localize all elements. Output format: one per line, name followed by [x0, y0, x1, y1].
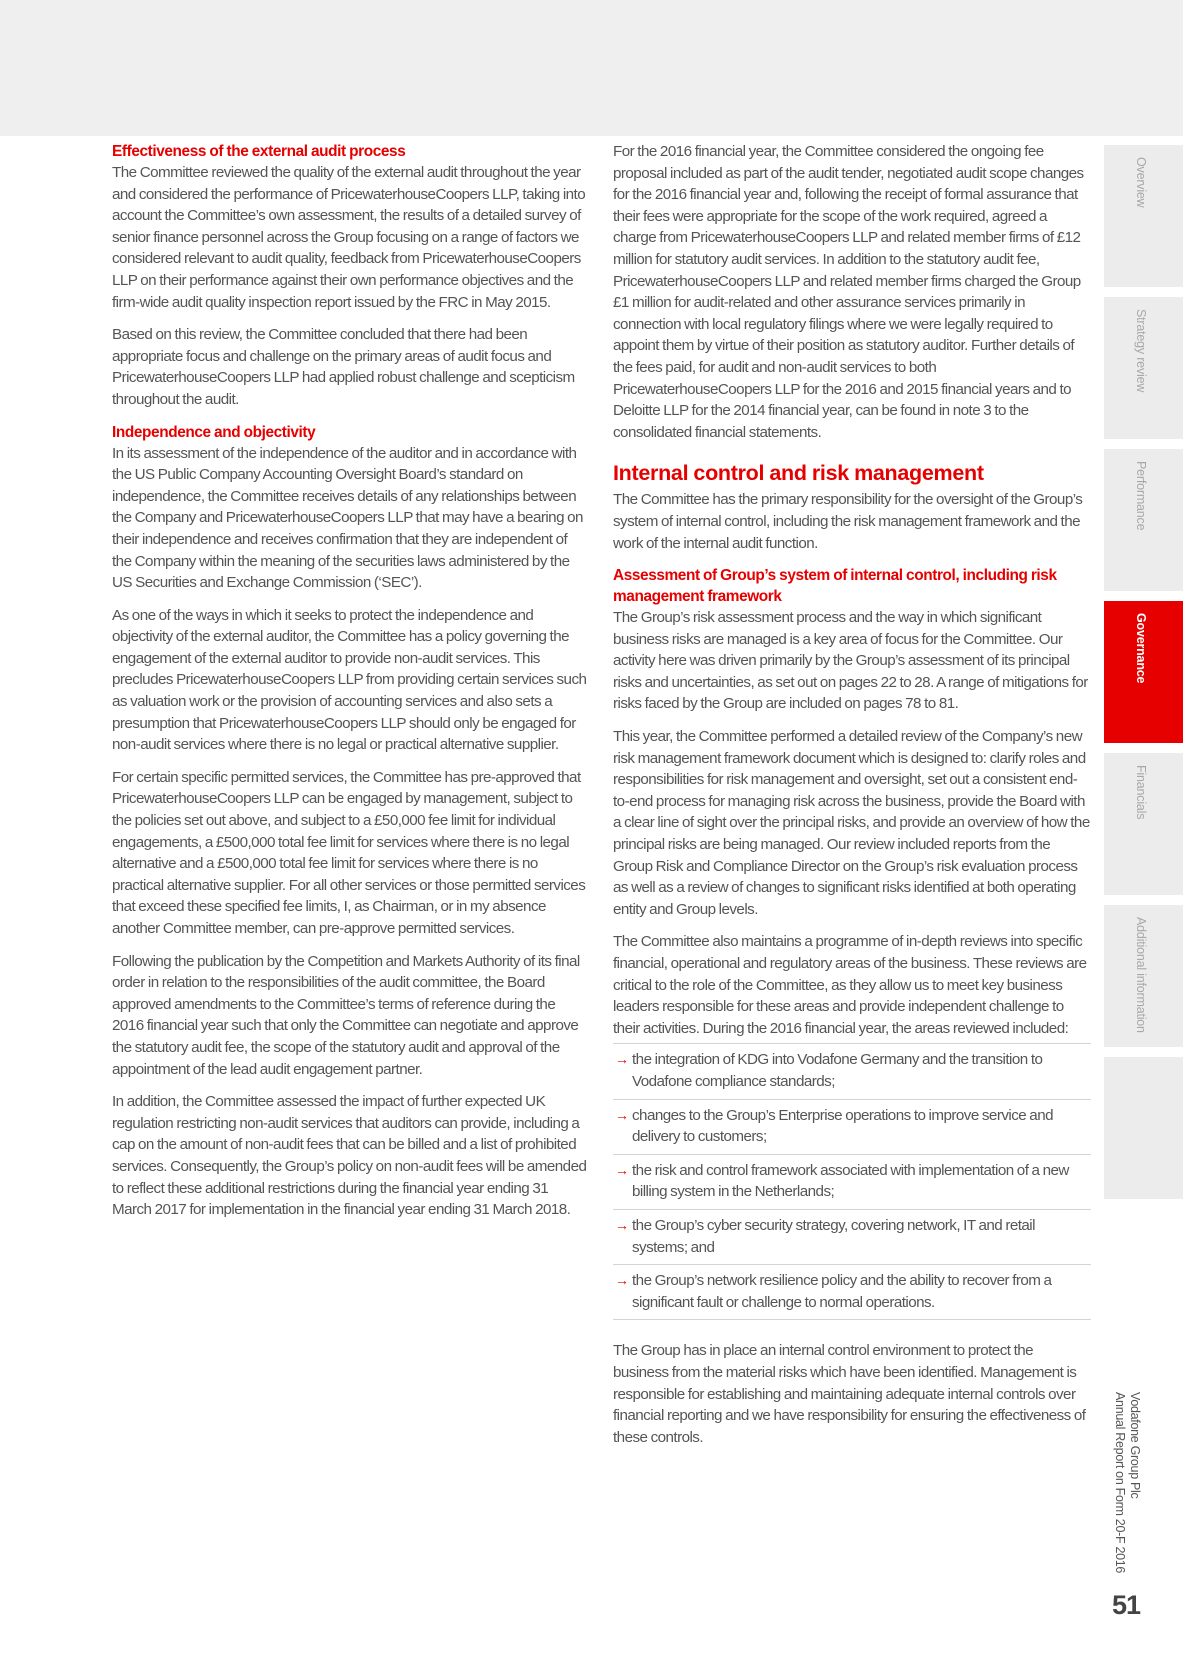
tab-label: Overview	[1134, 157, 1148, 208]
tab-label: Performance	[1134, 461, 1148, 531]
arrow-right-icon: →	[615, 1216, 629, 1233]
list-item: → the risk and control framework associated with implementation of a new billing system in the Netherlands;	[613, 1155, 1091, 1210]
paragraph: Based on this review, the Committee concluded that there had been appropriate focus and challenge on the primary areas of audit focus and PricewaterhouseCoopers LLP had applied robust challenge and scepticism throughout the audit.	[112, 326, 575, 408]
arrow-right-icon: →	[615, 1161, 629, 1178]
tab-blank	[1104, 1057, 1183, 1199]
paragraph: This year, the Committee performed a detailed review of the Company’s new risk management framework document which is designed to: clarify roles and responsibilities for risk management and oversight, set out a consistent end-to-end process for managing risk across the business, provide the Board with a clear line of sight over the principal risks, and provide an overview of how the principal risks are being managed. Our review included reports from the Group Risk and Compliance Director on the Group’s risk evaluation process as well as a review of changes to significant risks identified at both operating entity and Group levels.	[613, 728, 1090, 918]
arrow-right-icon: →	[615, 1106, 629, 1123]
report-footer	[1112, 1392, 1142, 1602]
page-number: 51	[1112, 1590, 1141, 1620]
paragraph: The Committee reviewed the quality of the external audit throughout the year and considered the performance of PricewaterhouseCoopers LLP, taking into account the Committee’s own assessment, the results of a detailed survey of senior finance personnel across the Group focusing on a range of factors we considered relevant to audit quality, feedback from PricewaterhouseCoopers LLP on their performance against their own performance objectives and the firm-wide audit quality inspection report issued by the FRC in May 2015.	[112, 164, 586, 311]
paragraph: The Group’s risk assessment process and the way in which significant business risks are managed is a key area of focus for the Committee. Our activity here was driven primarily by the Group’s assessment of its principal risks and uncertainties, as set out on pages 22 to 28. A range of mitigations for risks faced by the Group are included on pages 78 to 81.	[613, 609, 1088, 713]
tab-performance[interactable]	[1104, 449, 1183, 591]
heading-effectiveness: Effectiveness of the external audit process	[112, 143, 406, 160]
arrow-right-icon: →	[615, 1051, 629, 1068]
paragraph: Following the publication by the Competition and Markets Authority of its final order in relation to the responsibilities of the audit committee, the Board approved amendments to the Committee’s terms of reference during the 2016 financial year such that only the Committee can negotiate and approve the statutory audit fee, the scope of the statutory audit and approval of the appointment of the lead audit engagement partner.	[112, 952, 580, 1078]
paragraph-closing: The Group has in place an internal control environment to protect the business from the material risks which have been identified. Management is responsible for establishing and maintaining adequate internal controls over financial reporting and we have responsibility for ensuring the effectiveness of these controls.	[613, 1342, 1086, 1446]
tab-label: Strategy review	[1134, 309, 1148, 393]
tab-label: Financials	[1134, 765, 1148, 820]
paragraph-fees: For the 2016 financial year, the Committee considered the ongoing fee proposal included as part of the audit tender, negotiated audit scope changes for the 2016 financial year and, following the receipt of formal assurance that their fees were appropriate for the scope of the work required, agreed a charge from PricewaterhouseCoopers LLP and related member firms of £12 million for statutory audit services. In addition to the statutory audit fee, PricewaterhouseCoopers LLP and related member firms charged the Group £1 million for audit-related and other assurance services primarily in connection with local regulatory filings where we were legally required to appoint them by virtue of their position as statutory auditor. Further details of the fees paid, for audit and non-audit services to both PricewaterhouseCoopers LLP for the 2016 and 2015 financial years and to Deloitte LLP for the 2014 financial year, can be found in note 3 to the consolidated financial statements.	[613, 143, 1084, 441]
report-title: Annual Report on Form 20-F 2016	[1113, 1392, 1127, 1574]
tab-label: Governance	[1134, 613, 1148, 684]
heading-independence: Independence and objectivity	[112, 423, 316, 441]
tab-additional-information[interactable]	[1104, 905, 1183, 1047]
paragraph: For certain specific permitted services, the Committee has pre-approved that PricewaterhouseCoopers LLP can be engaged by management, subject to the policies set out above, and subject to a £50,000 fee limit for individual engagements, a £500,000 total fee limit for services where there is no legal alternative and a £500,000 total fee limit for services where there is no practical alternative supplier. For all other services or those permitted services that exceed these specified fee limits, I, as Chairman, or in my absence another Committee member, can pre-approve permitted services.	[112, 768, 586, 937]
top-margin-band	[0, 0, 1183, 136]
areas-reviewed-list	[613, 1043, 1091, 1320]
tab-label: Additional information	[1134, 917, 1148, 1033]
right-column	[613, 141, 1091, 1459]
section-title-internal-control: Internal control and risk management	[613, 461, 984, 486]
arrow-right-icon: →	[615, 1272, 629, 1289]
paragraph: In addition, the Committee assessed the impact of further expected UK regulation restricting non-audit services that auditors can provide, including a cap on the amount of non-audit fees that can be billed and a list of prohibited services. Consequently, the Group’s policy on non-audit fees will be amended to reflect these additional restrictions during the financial year ending 31 March 2017 for implementation in the financial year ending 31 March 2018.	[112, 1093, 587, 1219]
paragraph: In its assessment of the independence of the auditor and in accordance with the US Public Company Accounting Oversight Board’s standard on independence, the Committee receives details of any relationships between the Company and PricewaterhouseCoopers LLP that may have a bearing on their independence and receives confirmation that they are independent of the Company within the meaning of the securities laws administered by the US Securities and Exchange Commission (‘SEC’).	[112, 444, 583, 592]
list-item: → changes to the Group’s Enterprise operations to improve service and delivery to customers;	[613, 1100, 1091, 1155]
tab-financials[interactable]	[1104, 753, 1183, 895]
list-item: → the integration of KDG into Vodafone Germany and the transition to Vodafone compliance standards;	[613, 1044, 1091, 1099]
paragraph: As one of the ways in which it seeks to protect the independence and objectivity of the external auditor, the Committee has a policy governing the engagement of the external auditor to provide non-audit services. This precludes PricewaterhouseCoopers LLP from providing certain services such as valuation work or the provision of accounting services and also sets a presumption that PricewaterhouseCoopers LLP should only be engaged for non-audit services where there is no legal or practical alternative supplier.	[112, 606, 587, 754]
paragraph: The Committee also maintains a programme of in-depth reviews into specific financial, operational and regulatory areas of the business. These reviews are critical to the role of the Committee, as they allow us to meet key business leaders responsible for these areas and provide independent challenge to their activities. During the 2016 financial year, the areas reviewed included:	[613, 933, 1087, 1037]
tab-overview[interactable]	[1104, 145, 1183, 287]
list-item: → the Group’s network resilience policy and the ability to recover from a significant fault or challenge to normal operations.	[613, 1265, 1091, 1320]
list-item: → the Group’s cyber security strategy, covering network, IT and retail systems; and	[613, 1210, 1091, 1265]
company-name: Vodafone Group Plc	[1128, 1392, 1142, 1499]
left-column	[112, 141, 588, 1232]
tab-governance[interactable]	[1104, 601, 1183, 743]
tab-strategy-review[interactable]	[1104, 297, 1183, 439]
heading-assessment: Assessment of Group’s system of internal control, including risk management framework	[613, 567, 1057, 606]
paragraph: The Committee has the primary responsibility for the oversight of the Group’s system of internal control, including the risk management framework and the work of the internal audit function.	[613, 491, 1083, 552]
